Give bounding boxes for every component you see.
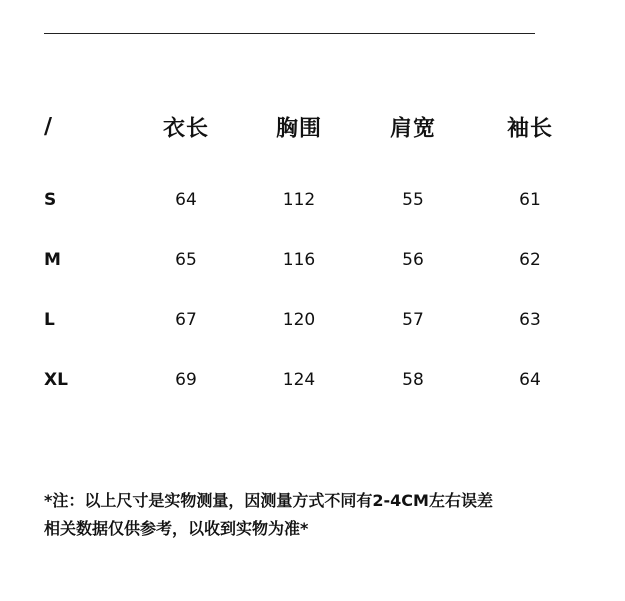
table-cell-chest: 116: [282, 250, 316, 270]
table-cell-sleeve: 62: [519, 250, 541, 270]
table-cell-length: 69: [175, 370, 197, 390]
header-shoulder: 肩宽: [389, 116, 437, 142]
table-cell-sleeve: 64: [519, 370, 541, 390]
measurement-note: [44, 487, 604, 543]
table-cell-shoulder: 55: [402, 190, 424, 210]
table-cell-length: 64: [175, 190, 197, 210]
table-cell-chest: 112: [282, 190, 316, 210]
note-line-1: *注：以上尺寸是实物测量，因测量方式不同有2-4CM左右误差: [44, 491, 493, 510]
header-slash: /: [44, 114, 54, 140]
table-cell-chest: 120: [282, 310, 316, 330]
header-length: 衣长: [162, 116, 210, 142]
table-cell-shoulder: 57: [402, 310, 424, 330]
header-sleeve: 袖长: [506, 116, 554, 142]
table-cell-shoulder: 56: [402, 250, 424, 270]
table-cell-size: XL: [44, 370, 68, 390]
table-cell-size: S: [44, 190, 57, 210]
table-cell-sleeve: 61: [519, 190, 541, 210]
table-cell-size: L: [44, 310, 55, 330]
table-cell-length: 67: [175, 310, 197, 330]
table-cell-length: 65: [175, 250, 197, 270]
table-cell-chest: 124: [282, 370, 316, 390]
header-chest: 胸围: [275, 116, 323, 142]
table-cell-size: M: [44, 250, 61, 270]
table-cell-shoulder: 58: [402, 370, 424, 390]
note-line-2: 相关数据仅供参考，以收到实物为准*: [44, 519, 309, 538]
table-cell-sleeve: 63: [519, 310, 541, 330]
